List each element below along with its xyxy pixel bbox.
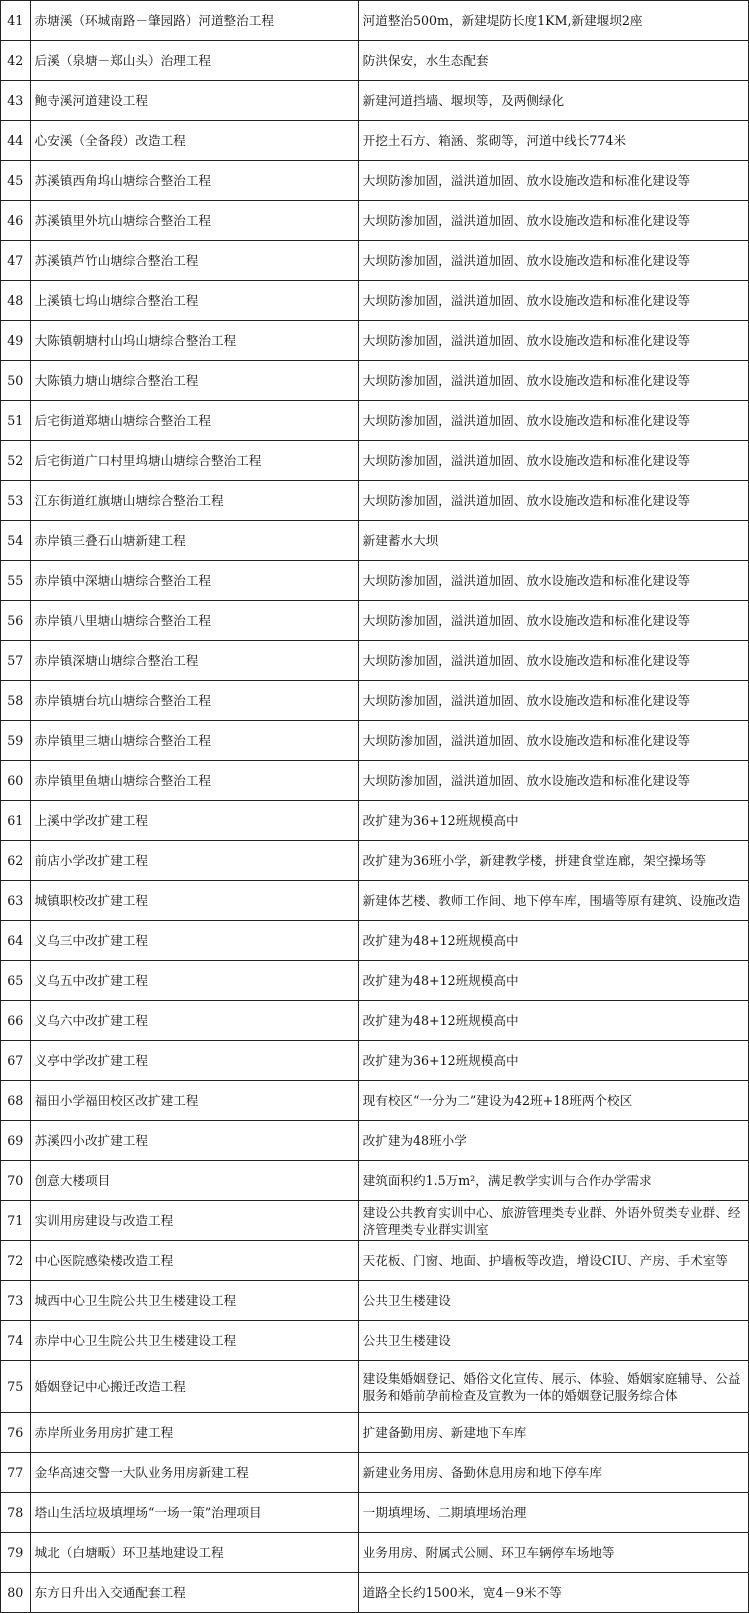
project-name: 苏溪镇里外坑山塘综合整治工程 — [30, 201, 358, 241]
row-number: 48 — [1, 281, 31, 321]
project-description: 大坝防渗加固，溢洪道加固、放水设施改造和标准化建设等 — [358, 401, 748, 441]
project-description: 改扩建为48班小学 — [358, 1121, 748, 1161]
project-name: 城西中心卫生院公共卫生楼建设工程 — [30, 1281, 358, 1321]
row-number: 66 — [1, 1001, 31, 1041]
project-description: 大坝防渗加固，溢洪道加固、放水设施改造和标准化建设等 — [358, 161, 748, 201]
project-name: 江东街道红旗塘山塘综合整治工程 — [30, 481, 358, 521]
table-row — [1, 81, 749, 121]
project-description: 大坝防渗加固，溢洪道加固、放水设施改造和标准化建设等 — [358, 761, 748, 801]
table-row — [1, 121, 749, 161]
project-description: 天花板、门窗、地面、护墙板等改造，增设CIU、产房、手术室等 — [358, 1241, 748, 1281]
project-name: 义亭中学改扩建工程 — [30, 1041, 358, 1081]
project-name: 大陈镇力塘山塘综合整治工程 — [30, 361, 358, 401]
project-description: 扩建备勤用房、新建地下车库 — [358, 1413, 748, 1453]
table-row — [1, 441, 749, 481]
project-name: 义乌三中改扩建工程 — [30, 921, 358, 961]
row-number: 68 — [1, 1081, 31, 1121]
project-description: 防洪保安，水生态配套 — [358, 41, 748, 81]
table-row — [1, 1493, 749, 1533]
row-number: 41 — [1, 1, 31, 41]
project-description: 大坝防渗加固，溢洪道加固、放水设施改造和标准化建设等 — [358, 721, 748, 761]
project-name: 苏溪镇芦竹山塘综合整治工程 — [30, 241, 358, 281]
row-number: 74 — [1, 1321, 31, 1361]
project-name: 上溪中学改扩建工程 — [30, 801, 358, 841]
project-description: 大坝防渗加固，溢洪道加固、放水设施改造和标准化建设等 — [358, 321, 748, 361]
project-name: 后宅街道郑塘山塘综合整治工程 — [30, 401, 358, 441]
project-name: 鲍寺溪河道建设工程 — [30, 81, 358, 121]
row-number: 75 — [1, 1361, 31, 1413]
row-number: 58 — [1, 681, 31, 721]
project-name: 赤岸镇塘台坑山塘综合整治工程 — [30, 681, 358, 721]
table-row — [1, 921, 749, 961]
project-description: 改扩建为48+12班规模高中 — [358, 921, 748, 961]
table-row — [1, 481, 749, 521]
project-description: 改扩建为48+12班规模高中 — [358, 961, 748, 1001]
row-number: 73 — [1, 1281, 31, 1321]
row-number: 63 — [1, 881, 31, 921]
project-description: 大坝防渗加固，溢洪道加固、放水设施改造和标准化建设等 — [358, 241, 748, 281]
project-name: 义乌五中改扩建工程 — [30, 961, 358, 1001]
row-number: 47 — [1, 241, 31, 281]
table-row — [1, 641, 749, 681]
project-name: 大陈镇朝塘村山坞山塘综合整治工程 — [30, 321, 358, 361]
project-name: 赤岸所业务用房扩建工程 — [30, 1413, 358, 1453]
project-description: 公共卫生楼建设 — [358, 1321, 748, 1361]
row-number: 77 — [1, 1453, 31, 1493]
project-description: 新建体艺楼、教师工作间、地下停车库，围墙等原有建筑、设施改造 — [358, 881, 748, 921]
table-row — [1, 521, 749, 561]
table-row — [1, 1081, 749, 1121]
project-description: 大坝防渗加固，溢洪道加固、放水设施改造和标准化建设等 — [358, 441, 748, 481]
table-row — [1, 1533, 749, 1573]
project-description: 建设公共教育实训中心、旅游管理类专业群、外语外贸类专业群、经济管理类专业群实训室 — [358, 1201, 748, 1241]
row-number: 49 — [1, 321, 31, 361]
row-number: 52 — [1, 441, 31, 481]
table-row — [1, 841, 749, 881]
row-number: 61 — [1, 801, 31, 841]
project-name: 心安溪（全备段）改造工程 — [30, 121, 358, 161]
project-description: 改扩建为36班小学，新建教学楼，拼建食堂连廊，架空操场等 — [358, 841, 748, 881]
project-description: 改扩建为36+12班规模高中 — [358, 801, 748, 841]
project-description: 大坝防渗加固，溢洪道加固、放水设施改造和标准化建设等 — [358, 361, 748, 401]
table-row — [1, 161, 749, 201]
project-description: 大坝防渗加固，溢洪道加固、放水设施改造和标准化建设等 — [358, 481, 748, 521]
project-name: 后溪（泉塘－郑山头）治理工程 — [30, 41, 358, 81]
row-number: 44 — [1, 121, 31, 161]
project-table-body — [1, 1, 749, 1613]
project-name: 金华高速交警一大队业务用房新建工程 — [30, 1453, 358, 1493]
project-description: 公共卫生楼建设 — [358, 1281, 748, 1321]
project-description: 大坝防渗加固，溢洪道加固、放水设施改造和标准化建设等 — [358, 601, 748, 641]
project-name: 赤岸镇里鱼塘山塘综合整治工程 — [30, 761, 358, 801]
table-row — [1, 961, 749, 1001]
table-row — [1, 881, 749, 921]
row-number: 51 — [1, 401, 31, 441]
table-row — [1, 681, 749, 721]
row-number: 50 — [1, 361, 31, 401]
project-description: 业务用房、附属式公厕、环卫车辆停车场地等 — [358, 1533, 748, 1573]
table-row — [1, 1241, 749, 1281]
row-number: 78 — [1, 1493, 31, 1533]
table-row — [1, 1001, 749, 1041]
project-description: 道路全长约1500米，宽4－9米不等 — [358, 1573, 748, 1613]
project-description: 大坝防渗加固，溢洪道加固、放水设施改造和标准化建设等 — [358, 561, 748, 601]
row-number: 57 — [1, 641, 31, 681]
row-number: 76 — [1, 1413, 31, 1453]
table-row — [1, 281, 749, 321]
table-row — [1, 401, 749, 441]
project-description: 现有校区“一分为二”建设为42班+18班两个校区 — [358, 1081, 748, 1121]
project-name: 赤岸中心卫生院公共卫生楼建设工程 — [30, 1321, 358, 1361]
row-number: 59 — [1, 721, 31, 761]
table-row — [1, 361, 749, 401]
row-number: 62 — [1, 841, 31, 881]
row-number: 55 — [1, 561, 31, 601]
row-number: 53 — [1, 481, 31, 521]
project-name: 赤岸镇三叠石山塘新建工程 — [30, 521, 358, 561]
project-description: 新建业务用房、备勤休息用房和地下停车库 — [358, 1453, 748, 1493]
project-description: 大坝防渗加固，溢洪道加固、放水设施改造和标准化建设等 — [358, 681, 748, 721]
table-row — [1, 801, 749, 841]
row-number: 65 — [1, 961, 31, 1001]
project-name: 城北（白塘畈）环卫基地建设工程 — [30, 1533, 358, 1573]
table-row — [1, 1201, 749, 1241]
row-number: 54 — [1, 521, 31, 561]
project-name: 赤岸镇中深塘山塘综合整治工程 — [30, 561, 358, 601]
project-name: 赤岸镇深塘山塘综合整治工程 — [30, 641, 358, 681]
table-row — [1, 561, 749, 601]
table-row — [1, 761, 749, 801]
table-row — [1, 1321, 749, 1361]
project-name: 创意大楼项目 — [30, 1161, 358, 1201]
project-name: 塔山生活垃圾填埋场“一场一策”治理项目 — [30, 1493, 358, 1533]
project-name: 后宅街道广口村里坞塘山塘综合整治工程 — [30, 441, 358, 481]
table-row — [1, 1121, 749, 1161]
row-number: 46 — [1, 201, 31, 241]
project-name: 赤岸镇里三塘山塘综合整治工程 — [30, 721, 358, 761]
row-number: 56 — [1, 601, 31, 641]
project-name: 东方日升出入交通配套工程 — [30, 1573, 358, 1613]
project-description: 新建河道挡墙、堰坝等，及两侧绿化 — [358, 81, 748, 121]
row-number: 79 — [1, 1533, 31, 1573]
project-name: 苏溪镇西角坞山塘综合整治工程 — [30, 161, 358, 201]
project-name: 义乌六中改扩建工程 — [30, 1001, 358, 1041]
project-name: 苏溪四小改扩建工程 — [30, 1121, 358, 1161]
project-description: 改扩建为48+12班规模高中 — [358, 1001, 748, 1041]
row-number: 60 — [1, 761, 31, 801]
table-row — [1, 1361, 749, 1413]
project-name: 赤塘溪（环城南路－肇园路）河道整治工程 — [30, 1, 358, 41]
project-description: 建筑面积约1.5万m²，满足教学实训与合作办学需求 — [358, 1161, 748, 1201]
project-name: 实训用房建设与改造工程 — [30, 1201, 358, 1241]
row-number: 45 — [1, 161, 31, 201]
row-number: 43 — [1, 81, 31, 121]
table-row — [1, 601, 749, 641]
project-name: 中心医院感染楼改造工程 — [30, 1241, 358, 1281]
project-name: 赤岸镇八里塘山塘综合整治工程 — [30, 601, 358, 641]
table-row — [1, 1281, 749, 1321]
project-description: 河道整治500m，新建堤防长度1KM,新建堰坝2座 — [358, 1, 748, 41]
table-row — [1, 321, 749, 361]
table-row — [1, 1, 749, 41]
project-name: 上溪镇七坞山塘综合整治工程 — [30, 281, 358, 321]
table-row — [1, 1573, 749, 1613]
project-name: 福田小学福田校区改扩建工程 — [30, 1081, 358, 1121]
table-row — [1, 41, 749, 81]
project-description: 大坝防渗加固，溢洪道加固、放水设施改造和标准化建设等 — [358, 641, 748, 681]
row-number: 71 — [1, 1201, 31, 1241]
row-number: 64 — [1, 921, 31, 961]
project-name: 婚姻登记中心搬迁改造工程 — [30, 1361, 358, 1413]
row-number: 42 — [1, 41, 31, 81]
row-number: 72 — [1, 1241, 31, 1281]
project-name: 城镇职校改扩建工程 — [30, 881, 358, 921]
row-number: 69 — [1, 1121, 31, 1161]
project-description: 建设集婚姻登记、婚俗文化宣传、展示、体验、婚姻家庭辅导、公益服务和婚前孕前检查及宣教为一体的婚姻登记服务综合体 — [358, 1361, 748, 1413]
table-row — [1, 1161, 749, 1201]
table-row — [1, 1453, 749, 1493]
table-row — [1, 721, 749, 761]
row-number: 70 — [1, 1161, 31, 1201]
project-name: 前店小学改扩建工程 — [30, 841, 358, 881]
project-description: 大坝防渗加固，溢洪道加固、放水设施改造和标准化建设等 — [358, 201, 748, 241]
project-description: 改扩建为36+12班规模高中 — [358, 1041, 748, 1081]
table-row — [1, 241, 749, 281]
project-description: 新建蓄水大坝 — [358, 521, 748, 561]
project-description: 开挖土石方、箱涵、浆砌等，河道中线长774米 — [358, 121, 748, 161]
table-row — [1, 201, 749, 241]
project-description: 大坝防渗加固，溢洪道加固、放水设施改造和标准化建设等 — [358, 281, 748, 321]
table-row — [1, 1041, 749, 1081]
row-number: 80 — [1, 1573, 31, 1613]
row-number: 67 — [1, 1041, 31, 1081]
project-description: 一期填埋场、二期填埋场治理 — [358, 1493, 748, 1533]
table-row — [1, 1413, 749, 1453]
